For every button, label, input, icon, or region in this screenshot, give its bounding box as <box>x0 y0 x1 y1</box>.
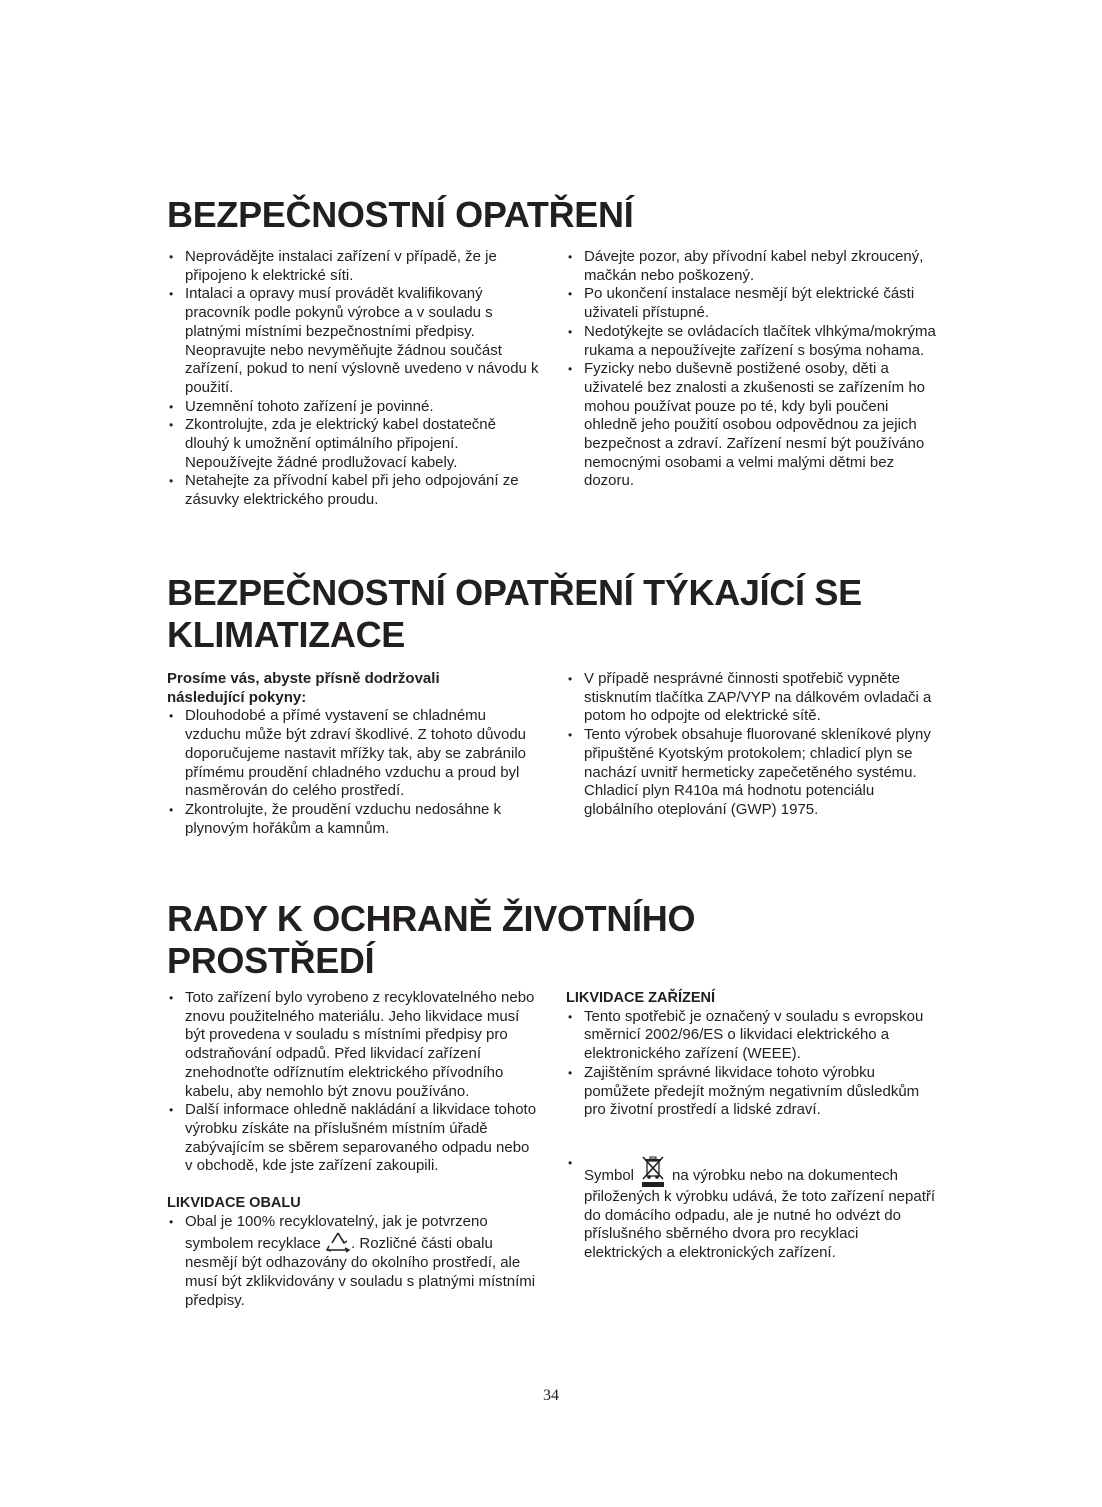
section-aircon-right-column <box>566 670 938 820</box>
device-heading: LIKVIDACE ZAŘÍZENÍ <box>566 990 716 1006</box>
section-safety-left-column <box>167 248 539 510</box>
packaging-text-after: . Rozličné části obalu nesmějí být odhazovány do okolního prostředí, ale musí být zklikvidovány v souladu s platnými místními předpisy. <box>185 1235 536 1309</box>
list-item: • Zajištěním správné likvidace tohoto výrobku pomůžete předejít možným negativním důsledkům pro životní prostředí a lidské zdraví. <box>566 1064 938 1120</box>
list-item: • Tento výrobek obsahuje fluorované skleníkové plyny připuštěné Kyotským protokolem; chladicí plyn se nachází uvnitř hermeticky zapečetěného systému. Chladicí plyn R410a má hodnotu potenciálu globálního oteplování (GWP) 1975. <box>566 726 938 820</box>
packaging-text-before: Obal je 100% recyklovatelný, jak je potvrzeno symbolem recyklace <box>185 1212 488 1253</box>
section-environment-title-line2: PROSTŘEDÍ <box>167 940 375 981</box>
list-item: • Dlouhodobé a přímé vystavení se chladnému vzduchu může být zdraví škodlivé. Z tohoto důvodu doporučujeme nastavit mřížky tak, aby se zabránilo přímému proudění chladného vzduchu a proud byl nasměrován do celého prostředí. <box>167 707 539 801</box>
list-item: • Intalaci a opravy musí provádět kvalifikovaný pracovník podle pokynů výrobce a v souladu s platnými místními bezpečnostními předpisy. Neopravujte nebo nevyměňujte žádnou součást zařízení, pokud to není výslovně uvedeno v návodu k použití. <box>167 285 539 397</box>
list-item: • Nedotýkejte se ovládacích tlačítek vlhkýma/mokrýma rukama a nepoužívejte zařízení s bosýma nohama. <box>566 323 938 360</box>
page-number: 34 <box>543 1387 559 1404</box>
section-environment-title-line1: RADY K OCHRANĚ ŽIVOTNÍHO <box>167 898 696 939</box>
section-safety-title: BEZPEČNOSTNÍ OPATŘENÍ <box>167 194 634 235</box>
section-aircon-title-line1: BEZPEČNOSTNÍ OPATŘENÍ TÝKAJÍCÍ SE <box>167 572 862 613</box>
packaging-item <box>167 1213 539 1311</box>
intro-line-2: následující pokyny: <box>167 688 307 706</box>
list-item: • Toto zařízení bylo vyrobeno z recyklovatelného nebo znovu použitelného materiálu. Jeho likvidace musí být provedena v souladu s místními předpisy pro odstraňování odpadů. Před likvidací zařízení znehodnoťte odříznutím elektrického přívodního kabelu, aby nemohlo být znovu používáno. <box>167 989 539 1101</box>
section-aircon-title-line2: KLIMATIZACE <box>167 614 405 655</box>
section-environment-left-column <box>167 989 539 1310</box>
weee-item <box>566 1154 938 1263</box>
list-item: • Tento spotřebič je označený v souladu s evropskou směrnicí 2002/96/ES o likvidaci elektrického a elektronického zařízení (WEEE). <box>566 1008 938 1064</box>
list-item: • Po ukončení instalace nesmějí být elektrické části uživateli přístupné. <box>566 285 938 322</box>
list-item: • Netahejte za přívodní kabel při jeho odpojování ze zásuvky elektrického proudu. <box>167 472 539 509</box>
section-environment <box>167 898 947 982</box>
list-item: • Uzemnění tohoto zařízení je povinné. <box>167 398 539 417</box>
crossed-out-bin-icon <box>638 1154 668 1188</box>
list-item: • Fyzicky nebo duševně postižené osoby, děti a uživatelé bez znalosti a zkušenosti se zařízením ho mohou používat pouze po té, kdy byli poučeni ohledně jeho použití osobou odpovědnou za jejich bezpečnost a zdraví. Zařízení nesmí být používáno nemocnými osobami a velmi malými dětmi bez dozoru. <box>566 360 938 491</box>
list-item: • Dávejte pozor, aby přívodní kabel nebyl zkroucený, mačkán nebo poškozený. <box>566 248 938 285</box>
symbol-text-after: na výrobku nebo na dokumentech přiložených k výrobku udává, že toto zařízení nepatří do domácího odpadu, ale je nutné ho odvézt do příslušného sběrného dvora pro recyklaci elektrických a elektronických zařízení. <box>584 1166 936 1262</box>
section-aircon-safety <box>167 572 947 656</box>
list-item: • V případě nesprávné činnosti spotřebič vypněte stisknutím tlačítka ZAP/VYP na dálkovém ovladači a potom ho odpojte od elektrické sítě. <box>566 670 938 726</box>
section-safety <box>167 194 947 236</box>
intro-line-1: Prosíme vás, abyste přísně dodržovali <box>167 670 440 687</box>
list-item: • Další informace ohledně nakládání a likvidace tohoto výrobku získáte na příslušném místním úřadě zabývajícím se sběrem separovaného odpadu nebo v obchodě, kde jste zařízení zakoupili. <box>167 1101 539 1176</box>
packaging-heading: LIKVIDACE OBALU <box>167 1195 301 1212</box>
section-environment-right-column <box>566 989 938 1263</box>
section-safety-right-column <box>566 248 938 491</box>
section-aircon-left-column <box>167 670 539 838</box>
recycle-icon <box>325 1231 351 1251</box>
list-item: • Zkontrolujte, zda je elektrický kabel dostatečně dlouhý k umožnění optimálního připojení. Nepoužívejte žádné prodlužovací kabely. <box>167 416 539 472</box>
symbol-text-before: Symbol <box>584 1166 635 1184</box>
list-item: • Zkontrolujte, že proudění vzduchu nedosáhne k plynovým hořákům a kamnům. <box>167 801 539 838</box>
list-item: • Neprovádějte instalaci zařízení v případě, že je připojeno k elektrické síti. <box>167 248 539 285</box>
